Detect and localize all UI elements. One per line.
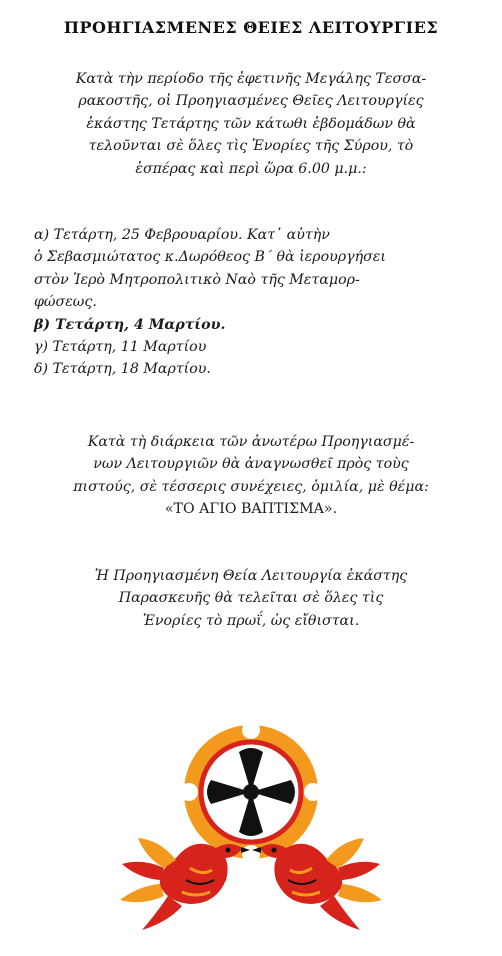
sermon-line: νων Λειτουργιῶν θὰ ἀναγνωσθεῖ πρὸς τοὺς [93, 456, 409, 473]
schedule-line: ὁ Σεβασμιώτατος κ.Δωρόθεος Β΄ θὰ ἱερουργήσει [34, 249, 386, 266]
intro-paragraph [20, 68, 482, 180]
friday-line: Παρασκευῆς θὰ τελεῖται σὲ ὅλες τὶς [118, 590, 384, 607]
schedule-line: στὸν Ἱερὸ Μητροπολιτικὸ Ναὸ τῆς Μεταμορ- [34, 271, 360, 288]
schedule-line: α) Τετάρτη, 25 Φεβρουαρίου. Κατ᾽ αὐτὴν [34, 227, 330, 243]
cross-with-two-birds-emblem-icon [98, 708, 404, 938]
intro-line: τελοῦνται σὲ ὅλες τὶς Ἐνορίες τῆς Σύρου, τὸ [88, 138, 414, 155]
schedule-line: φώσεως. [34, 294, 97, 311]
intro-line: ἑκάστης Τετάρτης τῶν κάτωθι ἑβδομάδων θὰ [86, 115, 416, 132]
sermon-paragraph [20, 431, 482, 521]
intro-line: ἑσπέρας καὶ περὶ ὥρα 6.00 μ.μ.: [135, 160, 367, 177]
schedule-list [34, 224, 474, 381]
friday-line: Ἡ Προηγιασμένη Θεία Λειτουργία ἑκάστης [94, 568, 408, 584]
sermon-line: Κατὰ τὴ διάρκεια τῶν ἀνωτέρω Προηγιασμέ- [87, 434, 415, 450]
intro-line: Κατὰ τὴν περίοδο τῆς ἐφετινῆς Μεγάλης Τεσσα- [75, 71, 427, 87]
intro-line: ρακοστῆς, οἱ Προηγιασμένες Θεῖες Λειτουργίες [78, 93, 424, 110]
right-bird-icon [252, 838, 382, 930]
friday-line: Ἐνορίες τὸ πρωΐ, ὡς εἴθισται. [142, 612, 360, 629]
sermon-line: πιστούς, σὲ τέσσερις συνέχειες, ὁμιλία, μὲ θέμα: [73, 478, 429, 495]
friday-paragraph [20, 565, 482, 632]
cross-icon [207, 748, 295, 836]
left-bird-icon [120, 838, 250, 930]
page-title: ΠΡΟΗΓΙΑΣΜΕΝΕΣ ΘΕΙΕΣ ΛΕΙΤΟΥΡΓΙΕΣ [63, 18, 439, 37]
schedule-line: δ) Τετάρτη, 18 Μαρτίου. [34, 361, 211, 378]
schedule-line: γ) Τετάρτη, 11 Μαρτίου [34, 339, 207, 356]
schedule-line: β) Τετάρτη, 4 Μαρτίου. [34, 316, 226, 333]
sermon-theme: «ΤΟ ΑΓΙΟ ΒΑΠΤΙΣΜΑ». [164, 501, 338, 518]
